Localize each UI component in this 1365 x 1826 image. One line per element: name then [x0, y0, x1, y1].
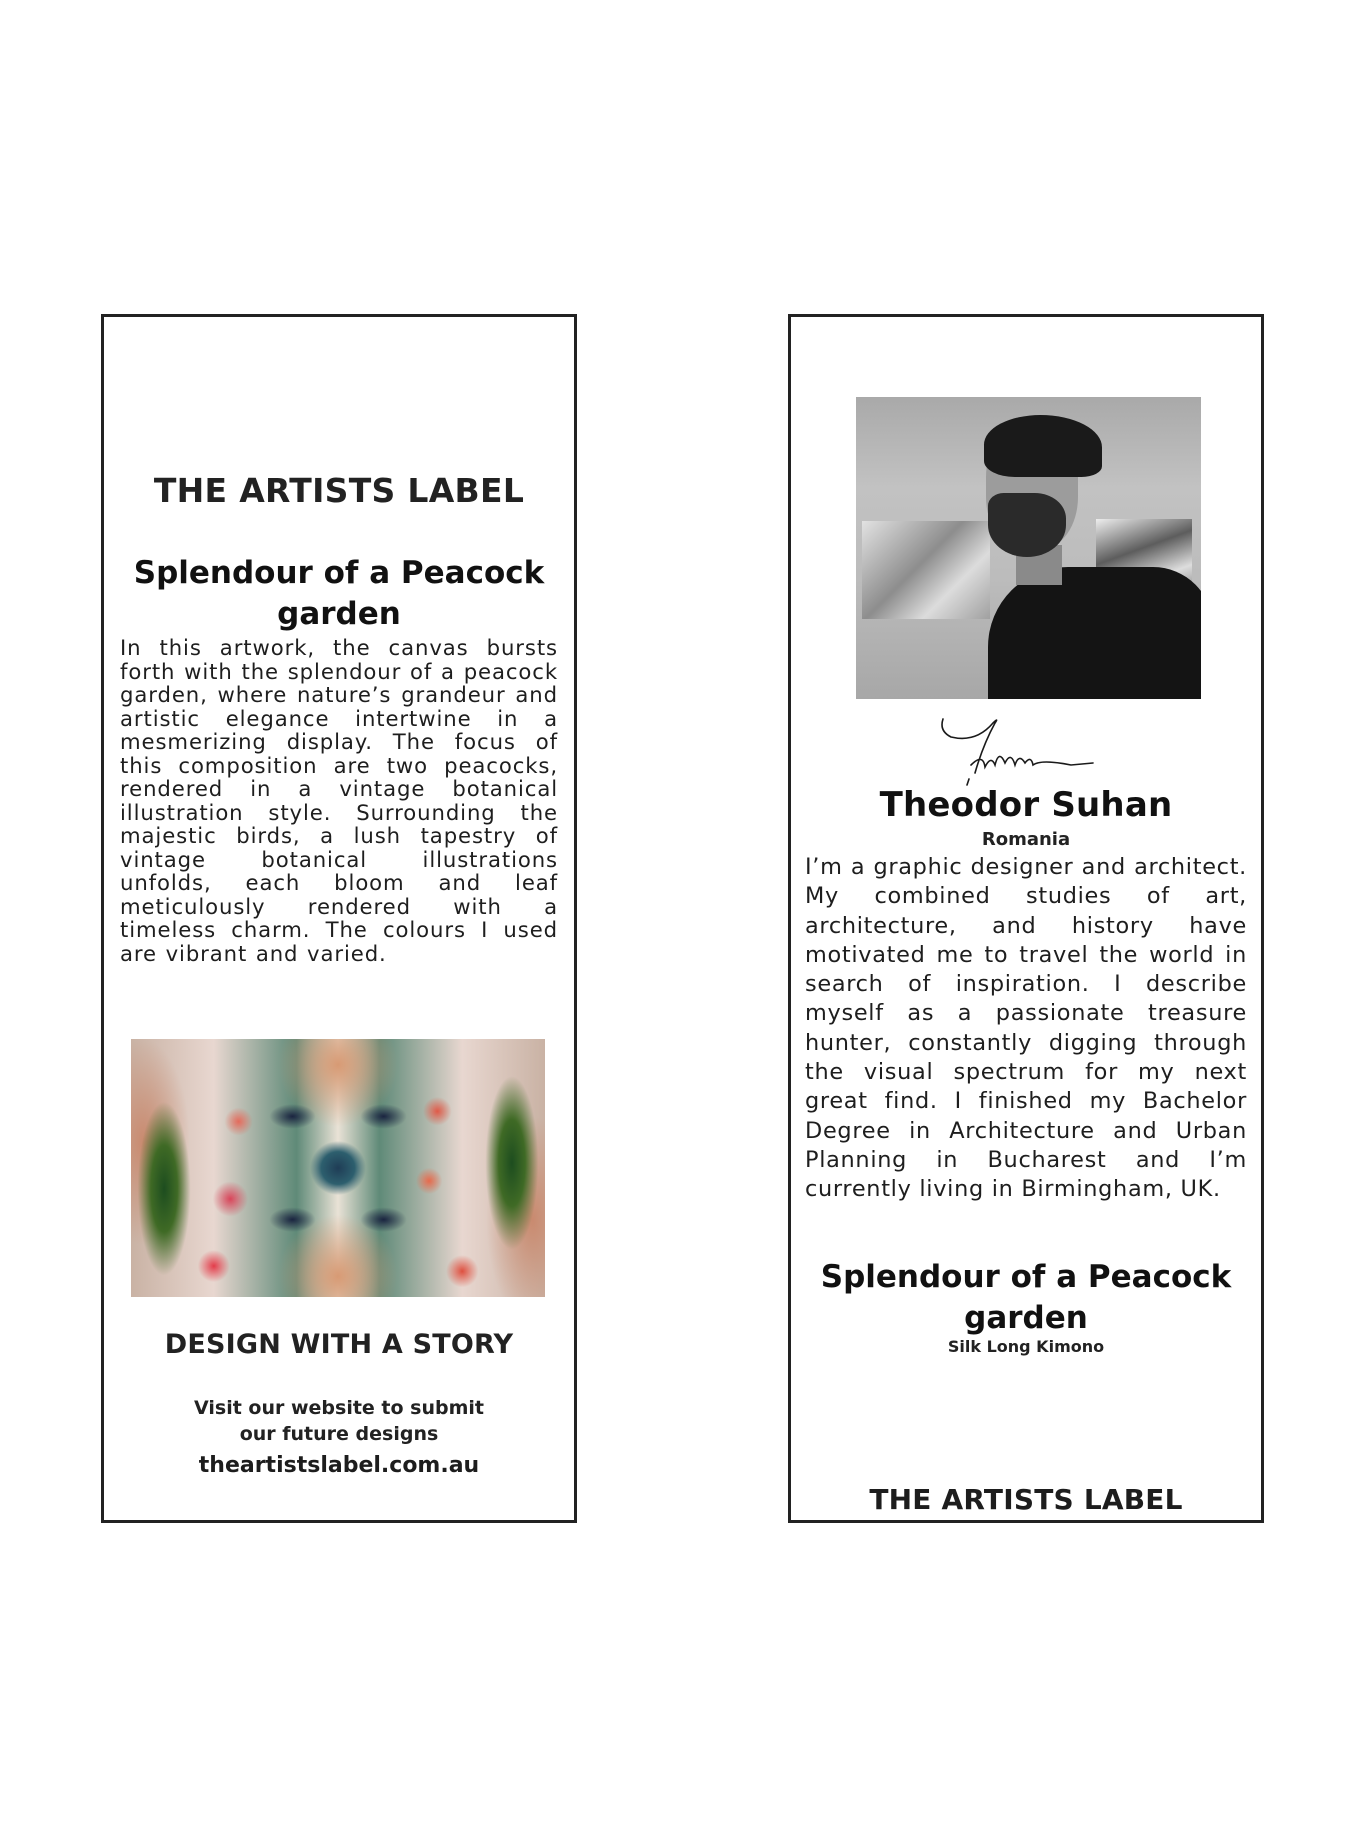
call-to-action-line-2: our future designs [239, 1423, 439, 1445]
call-to-action [104, 1395, 574, 1447]
portrait-hair [984, 415, 1102, 477]
artwork-image [131, 1039, 545, 1297]
artist-country: Romania [981, 829, 1071, 850]
product-type: Silk Long Kimono [947, 1337, 1105, 1356]
artwork-title: Splendour of a Peacock garden [133, 555, 545, 632]
artist-name: Theodor Suhan [879, 785, 1173, 825]
portrait-beard [988, 493, 1066, 557]
portrait-shirt [988, 567, 1201, 699]
website-link[interactable]: theartistslabel.com.au [198, 1453, 480, 1478]
artist-bio: I’m a graphic designer and architect. My combined studies of art, architecture, and history have motivated me to travel the world in search of inspiration. I describe myself as a passionate treasure hunter, constantly digging through the visual spectrum for my next great find. I finished my Bachelor Degree in Architecture and Urban Planning in Bucharest and I’m currently living in Birmingham, UK. [805, 854, 1247, 1203]
signature-icon [921, 709, 1121, 789]
brand-footer: THE ARTISTS LABEL [869, 1483, 1183, 1516]
artist-portrait [856, 397, 1201, 699]
brand-title: THE ARTISTS LABEL [153, 471, 525, 510]
tagline: DESIGN WITH A STORY [164, 1329, 514, 1360]
artwork-label-card [101, 314, 577, 1523]
artist-label-card [788, 314, 1264, 1523]
artwork-description: In this artwork, the canvas bursts forth with the splendour of a peacock garden, where nature’s grandeur and artistic elegance intertwine in a mesmerizing display. The focus of this composition are two peacocks, rendered in a vintage botanical illustration style. Surrounding the majestic birds, a lush tapestry of vintage botanical illustrations unfolds, each bloom and leaf meticulously rendered with a timeless charm. The colours I used are vibrant and varied. [120, 635, 558, 966]
background-poster-left [862, 521, 990, 619]
product-title: Splendour of a Peacock garden [820, 1259, 1232, 1336]
call-to-action-line-1: Visit our website to submit [194, 1397, 484, 1419]
